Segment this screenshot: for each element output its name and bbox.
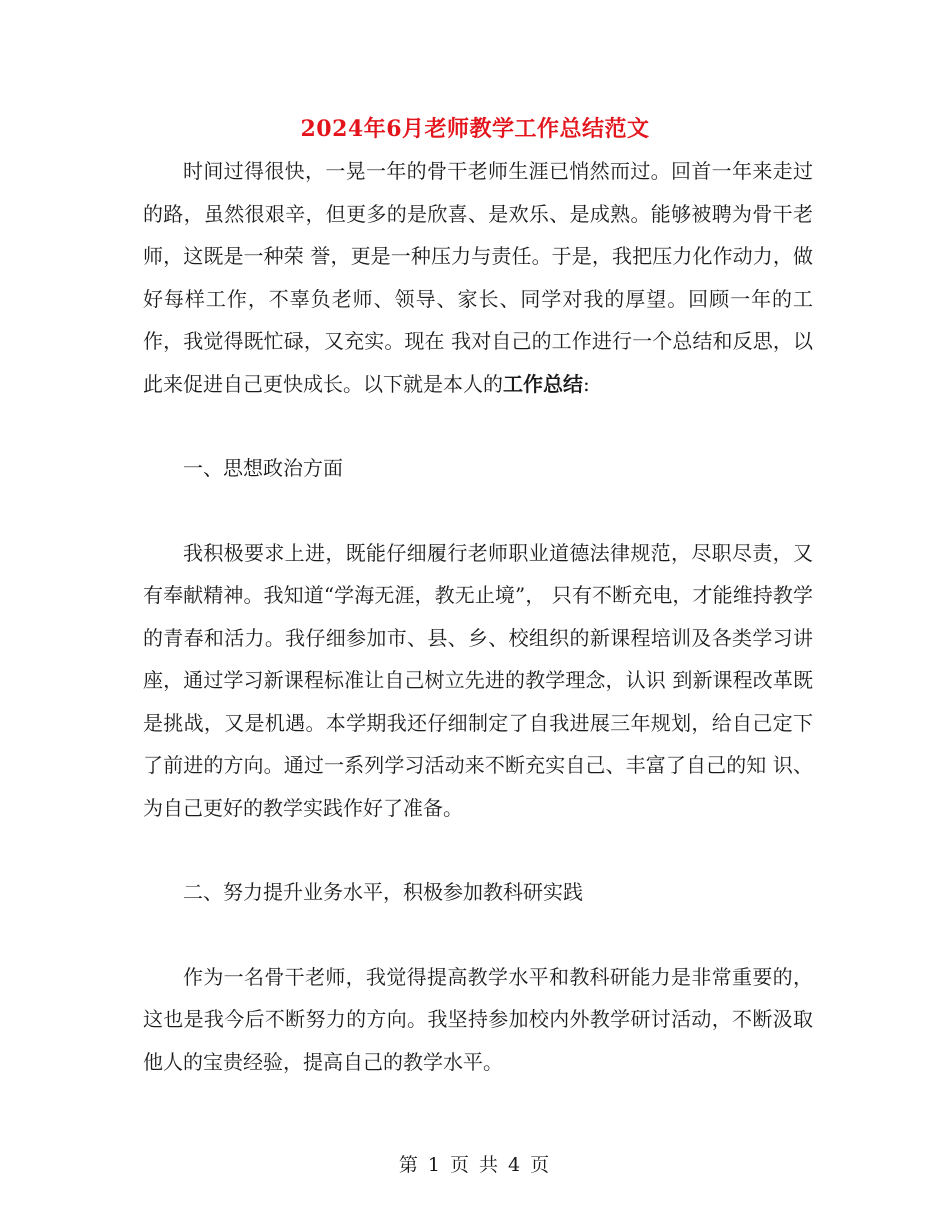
intro-bold-text: 工作总结 bbox=[503, 371, 583, 396]
section-heading-1: 一、思想政治方面 bbox=[183, 456, 343, 480]
page-number-footer: 第 1 页 共 4 页 bbox=[398, 1154, 552, 1176]
intro-text: 时间过得很快，一晃一年的骨干老师生涯已悄然而过。回首一年来走过的路，虽然很艰辛，但更多的是欣喜、是欢乐、是成熟。能够被聘为骨干老师，这既是一种荣 誉，更是一种压力与责任。于是，我把压力化作动力，做好每样工作，不辜负老师、领导、家长、同学对我的厚望。回顾一年的工作，我觉得既忙碌，又充实。现在 我对自己的工作进行一个总结和反思，以此来促进自己更快成长。以下就是本人的 bbox=[143, 159, 813, 396]
section-paragraph-1: 我积极要求上进，既能仔细履行老师职业道德法律规范，尽职尽责，又有奉献精神。我知道“学海无涯，教无止境”， 只有不断充电，才能维持教学的青春和活力。我仔细参加市、县、乡、校组织的新课程培训及各类学习讲座，通过学习新课程标准让自己树立先进的教学理念，认识 到新课程改革既是挑战，又是机遇。本学期我还仔细制定了自我进展三年规划，给自己定下了前进的方向。通过一系列学习活动来不断充实自己、丰富了自己的知 识、为自己更好的教学实践作好了准备。 bbox=[143, 540, 813, 820]
section-heading-2: 二、努力提升业务水平，积极参加教科研实践 bbox=[183, 880, 583, 904]
document-title: 2024年6月老师教学工作总结范文 bbox=[300, 116, 650, 142]
document-body bbox=[143, 150, 813, 1083]
intro-paragraph bbox=[143, 150, 813, 405]
section-paragraph-2: 作为一名骨干老师，我觉得提高教学水平和教科研能力是非常重要的，这也是我今后不断努力的方向。我坚持参加校内外教学研讨活动，不断汲取他人的宝贵经验，提高自己的教学水平。 bbox=[143, 964, 813, 1074]
intro-end-punct: : bbox=[583, 371, 590, 396]
